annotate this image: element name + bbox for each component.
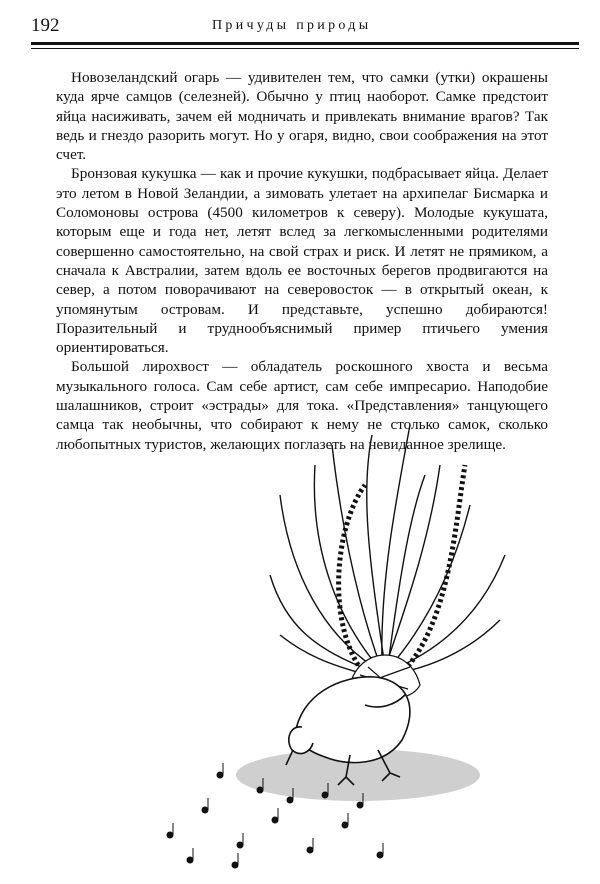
paragraph-bronze-cuckoo: Бронзовая кукушка — как и прочие кукушки, подбрасывает яйца. Делает это летом в Новой Зеландии, а зимовать улетает на архипелаг Бисмарка и Соломоновы острова (4500 километров к северу). Молодые кукушата, которым еще и года нет, летят вслед за легкомысленными родителями совершенно самостоятельно, на свой страх и риск. И летят не прямиком, а сначала к Австралии, затем вдоль ее восточных берегов продвигаются на север, а потом поворачивают на северовосток — в открытый океан, к упомянутым островам. И представьте, успешно добираются! Поразительный и труднообъяснимый пример птичьего умения ориентироваться. <box>56 165 548 357</box>
paragraph-lyrebird: Большой лирохвост — обладатель роскошного хвоста и весьма музыкального голоса. Сам себе артист, сам себе импресарио. Наподобие шалашников, строит «эстрады» для тока. «Представления» танцующего самца так необычны, что собирают к нему не столько самок, сколько любопытных туристов, желающих поглазеть на невиданное зрелище. <box>56 358 548 453</box>
lyrebird-tail <box>270 425 505 675</box>
paragraph-new-zealand-shelduck: Новозеландский огарь — удивителен тем, что самки (утки) окрашены куда ярче самцов (селезней). Обычно у птиц наоборот. Самке предстоит яйца насиживать, зачем ей модничать и привлекать внимание врагов? Так ведь и гнездо разорить могут. Но у огаря, видно, свои соображения на этот счет. <box>56 69 548 164</box>
lyrebird-illustration <box>110 405 570 875</box>
header-rule-thin <box>31 48 579 49</box>
running-title: Причуды природы <box>212 18 372 33</box>
header-rule-thick <box>31 42 579 45</box>
page-number: 192 <box>31 15 60 36</box>
body-text <box>56 68 548 454</box>
